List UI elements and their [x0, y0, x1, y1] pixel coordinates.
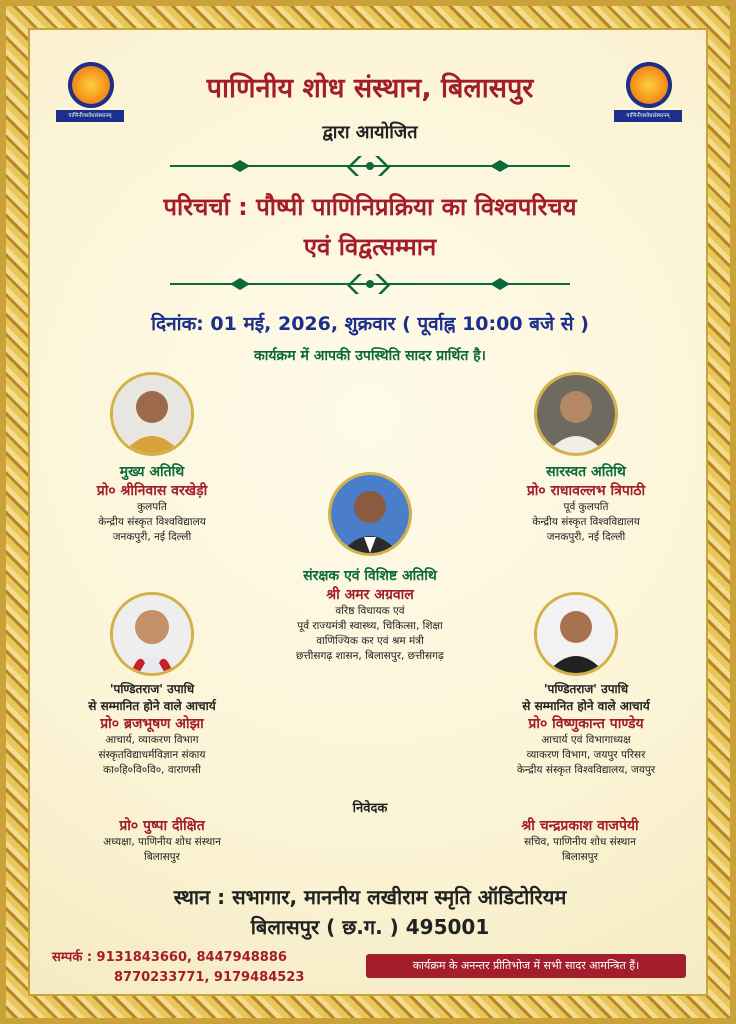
divider-ornament-icon [170, 156, 570, 176]
chief-guest-line: कुलपति [137, 501, 167, 513]
patron-guest-line: वरिष्ठ विधायक एवं [335, 605, 405, 617]
patron-guest-photo [328, 472, 412, 556]
saraswat-guest-role: सारस्वत अतिथि [546, 464, 626, 480]
saraswat-guest-line: पूर्व कुलपति [563, 501, 609, 513]
patron-guest-role: संरक्षक एवं विशिष्ट अतिथि [303, 568, 437, 584]
nivedak-left-line: अध्यक्षा, पाणिनीय शोध संस्थान [103, 836, 221, 848]
event-heading-line1: परिचर्चा : पौष्पी पाणिनिप्रक्रिया का विश्वपरिचय [163, 193, 577, 221]
contact-line1: सम्पर्क : 9131843660, 8447948886 [52, 950, 287, 965]
nivedak-left-line: बिलासपुर [144, 851, 180, 863]
event-heading-line2: एवं विद्वत्सम्मान [303, 233, 437, 261]
patron-guest-name: श्री अमर अग्रवाल [326, 587, 414, 603]
venue-line1: स्थान : सभागार, माननीय लखीराम स्मृति ऑडिटोरियम [173, 885, 567, 909]
nivedak-left-block [52, 816, 272, 865]
logo-ribbon: पाणिनीयशोधसंस्थानम् [614, 110, 682, 122]
honoree-1-name: प्रो० ब्रजभूषण ओझा [100, 716, 204, 732]
nivedak-right-line: बिलासपुर [562, 851, 598, 863]
venue-line2: बिलासपुर ( छ.ग. ) 495001 [250, 915, 490, 939]
nivedak-right-name: श्री चन्द्रप्रकाश वाजपेयी [521, 818, 639, 834]
honoree-1-photo [110, 592, 194, 676]
nivedak-right-line: सचिव, पाणिनीय शोध संस्थान [524, 836, 636, 848]
honoree-2-name: प्रो० विष्णुकान्त पाण्डेय [528, 716, 644, 732]
honoree-2-role2: से सम्मानित होने वाले आचार्य [522, 699, 650, 713]
footer-banner: कार्यक्रम के अनन्तर प्रीतिभोज में सभी सादर आमन्त्रित हैं। [366, 954, 686, 978]
honoree-2-line: केन्द्रीय संस्कृत विश्वविद्यालय, जयपुर [516, 764, 656, 776]
organized-by: द्वारा आयोजित [322, 122, 418, 143]
honoree-1-line: का०हि०वि०वि०, वाराणसी [103, 764, 201, 776]
honoree-1-block [42, 680, 262, 778]
divider-ornament-icon [170, 274, 570, 294]
chief-guest-line: केन्द्रीय संस्कृत विश्वविद्यालय [98, 516, 206, 528]
honoree-1-line: संस्कृतविद्याधर्मविज्ञान संकाय [98, 749, 206, 761]
nivedak-right-block [470, 816, 690, 865]
honoree-2-line: आचार्य एवं विभागाध्यक्ष [541, 734, 631, 746]
patron-guest-line: छत्तीसगढ़ शासन, बिलासपुर, छत्तीसगढ़ [296, 650, 444, 662]
card-body [28, 28, 708, 996]
saraswat-guest-block [476, 462, 696, 545]
chief-guest-role: मुख्य अतिथि [119, 464, 185, 480]
saraswat-guest-line: केन्द्रीय संस्कृत विश्वविद्यालय [532, 516, 640, 528]
nivedak-label: निवेदक [352, 801, 388, 816]
honoree-2-line: व्याकरण विभाग, जयपुर परिसर [526, 749, 646, 761]
honoree-2-role: 'पण्डितराज' उपाधि [543, 682, 629, 696]
contact-block [52, 948, 352, 988]
chief-guest-photo [110, 372, 194, 456]
chief-guest-name: प्रो० श्रीनिवास वरखेड़ी [96, 483, 208, 499]
invitation-text: कार्यक्रम में आपकी उपस्थिति सादर प्रार्थित है। [254, 348, 486, 364]
honoree-1-line: आचार्य, व्याकरण विभाग [105, 734, 199, 746]
honoree-1-role: 'पण्डितराज' उपाधि [109, 682, 195, 696]
venue-block [30, 882, 710, 942]
event-date: दिनांक: 01 मई, 2026, शुक्रवार ( पूर्वाह्न 10:00 बजे से ) [151, 313, 589, 335]
patron-guest-block [230, 566, 510, 664]
patron-guest-line: पूर्व राज्यमंत्री स्वास्थ्य, चिकित्सा, शिक्षा [297, 620, 443, 632]
honoree-1-role2: से सम्मानित होने वाले आचार्य [88, 699, 216, 713]
institute-title: पाणिनीय शोध संस्थान, बिलासपुर [206, 73, 534, 104]
nivedak-left-name: प्रो० पुष्पा दीक्षित [119, 818, 205, 834]
chief-guest-block [42, 462, 262, 545]
saraswat-guest-line: जनकपुरी, नई दिल्ली [546, 531, 626, 543]
saraswat-guest-name: प्रो० राधावल्लभ त्रिपाठी [526, 483, 646, 499]
saraswat-guest-photo [534, 372, 618, 456]
honoree-2-block [470, 680, 702, 778]
patron-guest-line: वाणिज्यिक कर एवं श्रम मंत्री [316, 635, 424, 647]
logo-ribbon: पाणिनीयशोधसंस्थानम् [56, 110, 124, 122]
contact-line2: 8770233771, 9179484523 [114, 970, 305, 985]
chief-guest-line: जनकपुरी, नई दिल्ली [112, 531, 192, 543]
honoree-2-photo [534, 592, 618, 676]
